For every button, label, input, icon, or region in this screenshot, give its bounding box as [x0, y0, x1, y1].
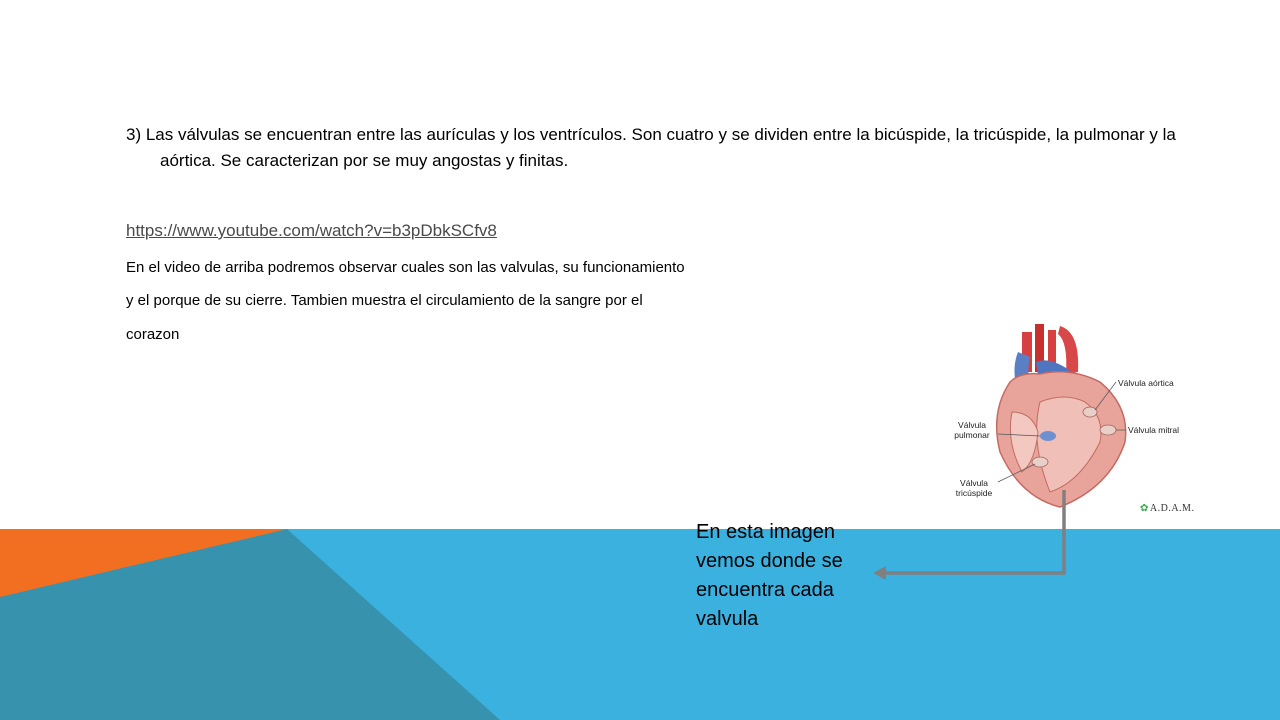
label-tricuspid-valve: Válvula tricúspide	[955, 478, 993, 498]
description-line-2: y el porque de su cierre. Tambien muestra el circulamiento de la sangre por el	[126, 292, 643, 309]
leaf-icon: ✿	[1140, 503, 1149, 514]
adam-credit	[1140, 503, 1194, 514]
label-mitral-valve: Válvula mitral	[1128, 425, 1180, 435]
label-aortic-valve: Válvula aórtica	[1118, 378, 1174, 388]
adam-credit-text: A.D.A.M.	[1149, 503, 1195, 514]
description-line-1: En el video de arriba podremos observar cuales son las valvulas, su funcionamiento	[126, 259, 685, 276]
youtube-link[interactable]: https://www.youtube.com/watch?v=b3pDbkSCfv8	[126, 221, 497, 240]
bullet-text: 3) Las válvulas se encuentran entre las aurículas y los ventrículos. Son cuatro y se dividen entre la bicúspide, la tricúspide, la pulmonar y la aórtica. Se caracterizan por se muy angostas y finitas.	[126, 125, 1176, 170]
image-caption: En esta imagen vemos donde se encuentra cada valvula	[696, 521, 843, 630]
description-line-3: corazon	[126, 326, 180, 343]
label-pulmonary-valve: Válvula pulmonar	[954, 420, 990, 440]
